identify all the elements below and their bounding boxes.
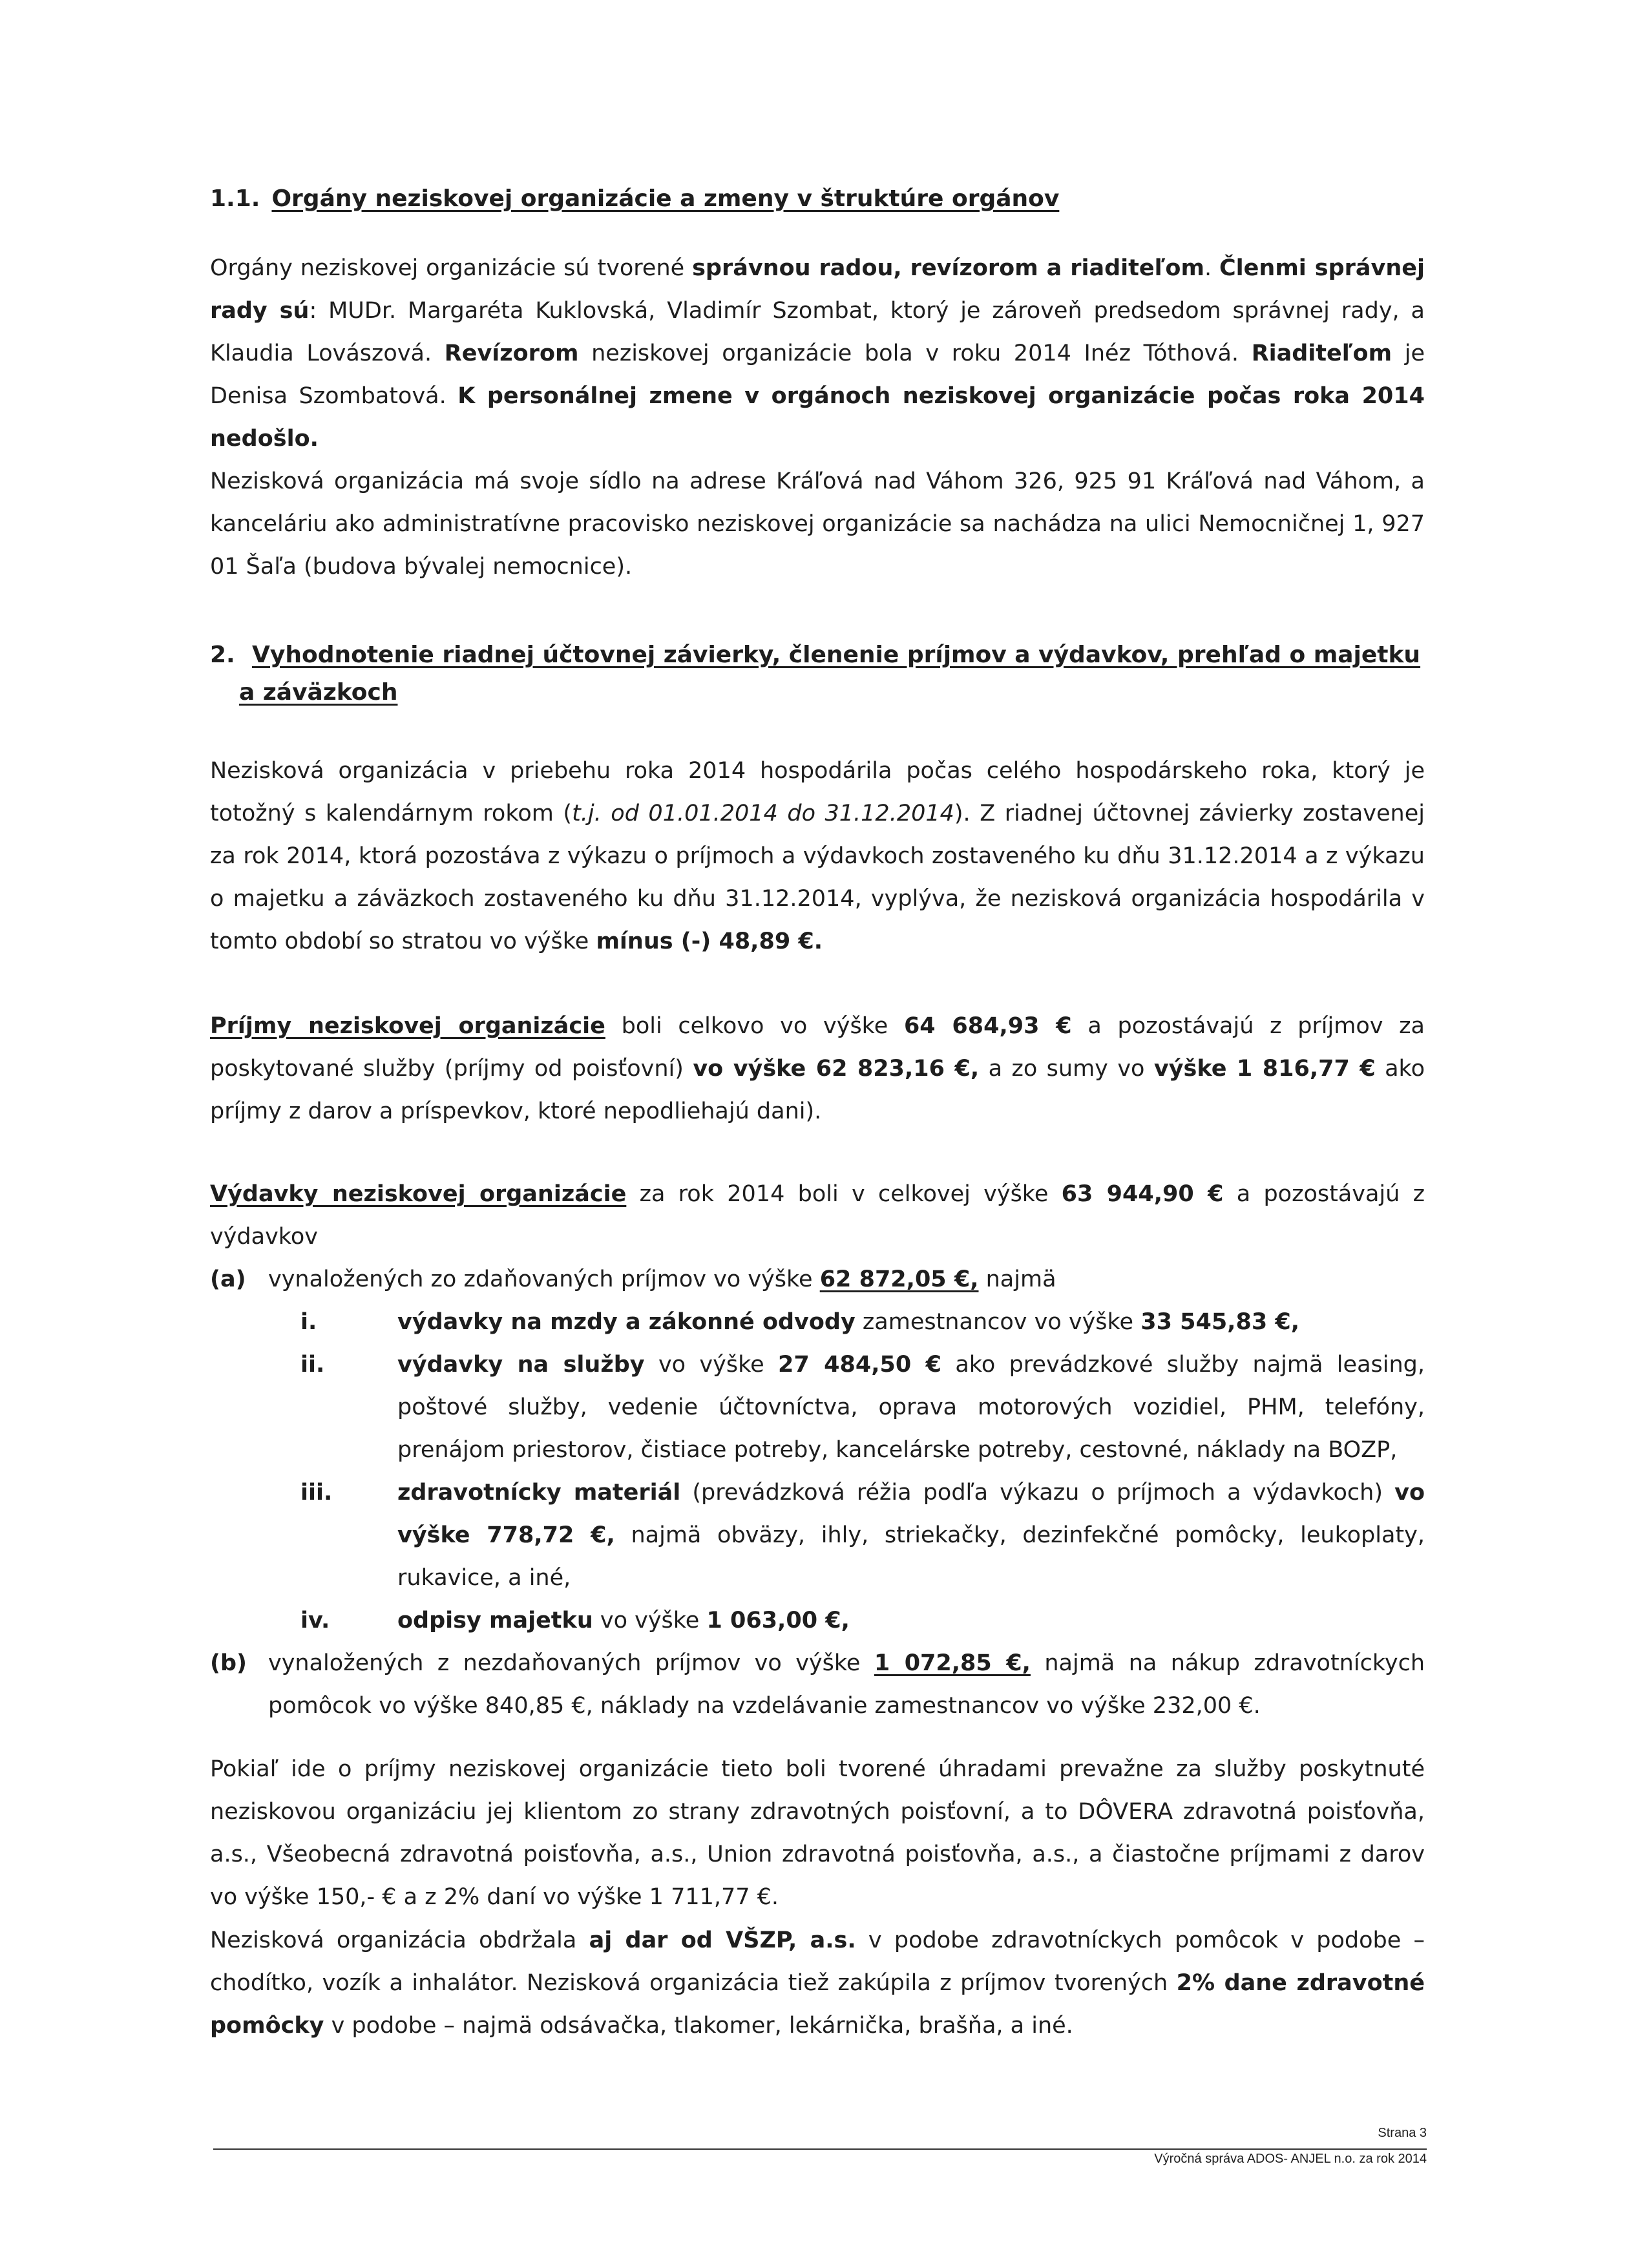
loss-amount: mínus (-) 48,89 €. xyxy=(596,929,823,954)
text: vo výške xyxy=(644,1352,779,1378)
footer-divider xyxy=(213,2148,1427,2150)
list-label: (b) xyxy=(210,1650,247,1676)
income-services: vo výške 62 823,16 €, xyxy=(693,1056,980,1082)
bold-text: aj dar od VŠZP, a.s. xyxy=(589,1927,856,1953)
text: a pozostávajú z výdavkov xyxy=(210,1181,1425,1250)
section-1-1-paragraph-address xyxy=(210,460,1425,588)
italic-text: t.j. od 01.01.2014 do 31.12.2014 xyxy=(572,801,954,826)
item-amount: 1 063,00 €, xyxy=(706,1608,850,1633)
section-2-paragraph-result xyxy=(210,750,1425,963)
text: za rok 2014 boli v celkovej výške xyxy=(626,1181,1062,1207)
text: neziskovej organizácie bola v roku 2014 Inéz Tóthová. xyxy=(578,341,1252,366)
text: : MUDr. Margaréta Kuklovská, Vladimír Szombat, ktorý je zároveň predsedom správnej rady, a Klaudia Lovászová. xyxy=(210,298,1425,366)
expense-a-amount: 62 872,05 €, xyxy=(819,1266,979,1292)
list-label: (a) xyxy=(210,1266,246,1292)
text: je Denisa Szombatová. xyxy=(210,341,1425,409)
bold-text: správnou radou, revízorom a riaditeľom xyxy=(692,255,1204,281)
text: vynaložených z nezdaňovaných príjmov vo výške xyxy=(268,1650,874,1676)
text: ako prevádzkové služby najmä leasing, poštové služby, vedenie účtovníctva, oprava motorových vozidiel, PHM, telefóny, prenájom priestorov, čistiace potreby, kancelárske potreby, cestovné, náklady na BOZP, xyxy=(397,1352,1425,1463)
income-label: Príjmy neziskovej organizácie xyxy=(210,1013,605,1039)
list-item xyxy=(210,1301,1425,1343)
text: ). Z riadnej účtovnej závierky zostavenej za rok 2014, ktorá pozostáva z výkazu o príjmoch a výdavkoch zostaveného ku dňu 31.12.2014 a z výkazu o majetku a záväzkoch zostaveného ku dňu 31.12.2014, vyplýva, že nezisková organizácia hospodárila v tomto období so stratou vo výške xyxy=(210,801,1425,954)
list-item xyxy=(210,1599,1425,1642)
bold-text: 2% dane zdravotné pomôcky xyxy=(210,1970,1425,2039)
text: Nezisková organizácia obdržala xyxy=(210,1927,589,1953)
list-item xyxy=(210,1471,1425,1599)
item-title: výdavky na mzdy a zákonné odvody xyxy=(397,1309,856,1335)
list-label: iii. xyxy=(300,1480,333,1506)
section-number: 2. xyxy=(210,642,235,668)
list-label: i. xyxy=(300,1309,317,1335)
closing-paragraph-income-sources xyxy=(210,1748,1425,1918)
expense-b-amount: 1 072,85 €, xyxy=(874,1650,1031,1676)
text: Nezisková organizácia v priebehu roka 2014 hospodárila počas celého hospodárskeho roka, ktorý je totožný s kalendárnym rokom ( xyxy=(210,758,1425,826)
list-label: ii. xyxy=(300,1352,325,1378)
closing-paragraph-donations xyxy=(210,1919,1425,2047)
text: boli celkovo vo výške xyxy=(605,1013,904,1039)
text: vo výške xyxy=(593,1608,707,1633)
text: a pozostávajú z príjmov za poskytované služby (príjmy od poisťovní) xyxy=(210,1013,1425,1082)
item-title: výdavky na služby xyxy=(397,1352,645,1378)
item-title: odpisy majetku xyxy=(397,1608,593,1633)
income-sources-text: Pokiaľ ide o príjmy neziskovej organizácie tieto boli tvorené úhradami prevažne za služby poskytnuté neziskovou organizáciu jej klientom zo strany zdravotných poisťovní, a to DÔVERA zdravotná poisťovňa, a.s., Všeobecná zdravotná poisťovňa, a.s., Union zdravotná poisťovňa, a.s., a čiastočne príjmami z darov vo výške 150,- € a z 2% daní vo výške 1 711,77 €. xyxy=(210,1756,1425,1910)
text: v podobe – najmä odsávačka, tlakomer, lekárnička, brašňa, a iné. xyxy=(324,2013,1073,2039)
income-paragraph xyxy=(210,1005,1425,1133)
bold-text: K personálnej zmene v orgánoch neziskovej organizácie počas roka 2014 nedošlo. xyxy=(210,383,1425,452)
text: (prevádzková réžia podľa výkazu o príjmoch a výdavkoch) xyxy=(680,1480,1395,1506)
section-number: 1.1. xyxy=(210,185,260,212)
item-amount: 27 484,50 € xyxy=(778,1352,941,1378)
text: zamestnancov vo výške xyxy=(855,1309,1141,1335)
expenses-total: 63 944,90 € xyxy=(1061,1181,1224,1207)
text: najmä obväzy, ihly, striekačky, dezinfekčné pomôcky, leukoplaty, rukavice, a iné, xyxy=(397,1522,1425,1591)
address-paragraph: Nezisková organizácia má svoje sídlo na adrese Kráľová nad Váhom 326, 925 91 Kráľová nad Váhom, a kanceláriu ako administratívne pracovisko neziskovej organizácie sa nachádza na ulici Nemocničnej 1, 927 01 Šaľa (budova bývalej nemocnice). xyxy=(210,468,1425,580)
item-amount: vo výške 778,72 €, xyxy=(397,1480,1425,1548)
text: Orgány neziskovej organizácie sú tvorené xyxy=(210,255,693,281)
bold-text: Revízorom xyxy=(444,341,579,366)
section-1-1-paragraph-organs xyxy=(210,247,1425,460)
income-gifts: výške 1 816,77 € xyxy=(1153,1056,1376,1082)
section-title: Orgány neziskovej organizácie a zmeny v štruktúre orgánov xyxy=(271,185,1060,212)
expense-group-b xyxy=(210,1642,1425,1727)
section-1-1-heading xyxy=(210,180,1425,218)
section-2-heading xyxy=(210,636,1425,711)
item-title: zdravotnícky materiál xyxy=(397,1480,681,1506)
section-title: Vyhodnotenie riadnej účtovnej závierky, členenie príjmov a výdavkov, prehľad o majetku a záväzkoch xyxy=(239,642,1421,706)
expenses-label: Výdavky neziskovej organizácie xyxy=(210,1181,627,1207)
text: najmä na nákup zdravotníckych pomôcok vo výške 840,85 €, náklady na vzdelávanie zamestnancov vo výške 232,00 €. xyxy=(268,1650,1425,1719)
item-amount: 33 545,83 €, xyxy=(1140,1309,1300,1335)
text: najmä xyxy=(978,1266,1056,1292)
text: v podobe zdravotníckych pomôcok v podobe – chodítko, vozík a inhalátor. Nezisková organizácia tiež zakúpila z príjmov tvorených xyxy=(210,1927,1425,1996)
expenses-list xyxy=(210,1258,1425,1727)
text: . xyxy=(1204,255,1219,281)
expense-group-a xyxy=(210,1258,1425,1301)
bold-text: Členmi správnej rady sú xyxy=(210,255,1425,324)
page-number: Strana 3 xyxy=(1378,2126,1427,2140)
text: ako príjmy z darov a príspevkov, ktoré nepodliehajú dani). xyxy=(210,1056,1425,1124)
list-item xyxy=(210,1343,1425,1471)
income-total: 64 684,93 € xyxy=(903,1013,1072,1039)
list-label: iv. xyxy=(300,1608,330,1633)
bold-text: Riaditeľom xyxy=(1251,341,1392,366)
text: vynaložených zo zdaňovaných príjmov vo výške xyxy=(268,1266,820,1292)
expenses-paragraph xyxy=(210,1173,1425,1258)
text: a zo sumy vo xyxy=(979,1056,1154,1082)
footer-title: Výročná správa ADOS- ANJEL n.o. za rok 2014 xyxy=(1154,2152,1427,2166)
